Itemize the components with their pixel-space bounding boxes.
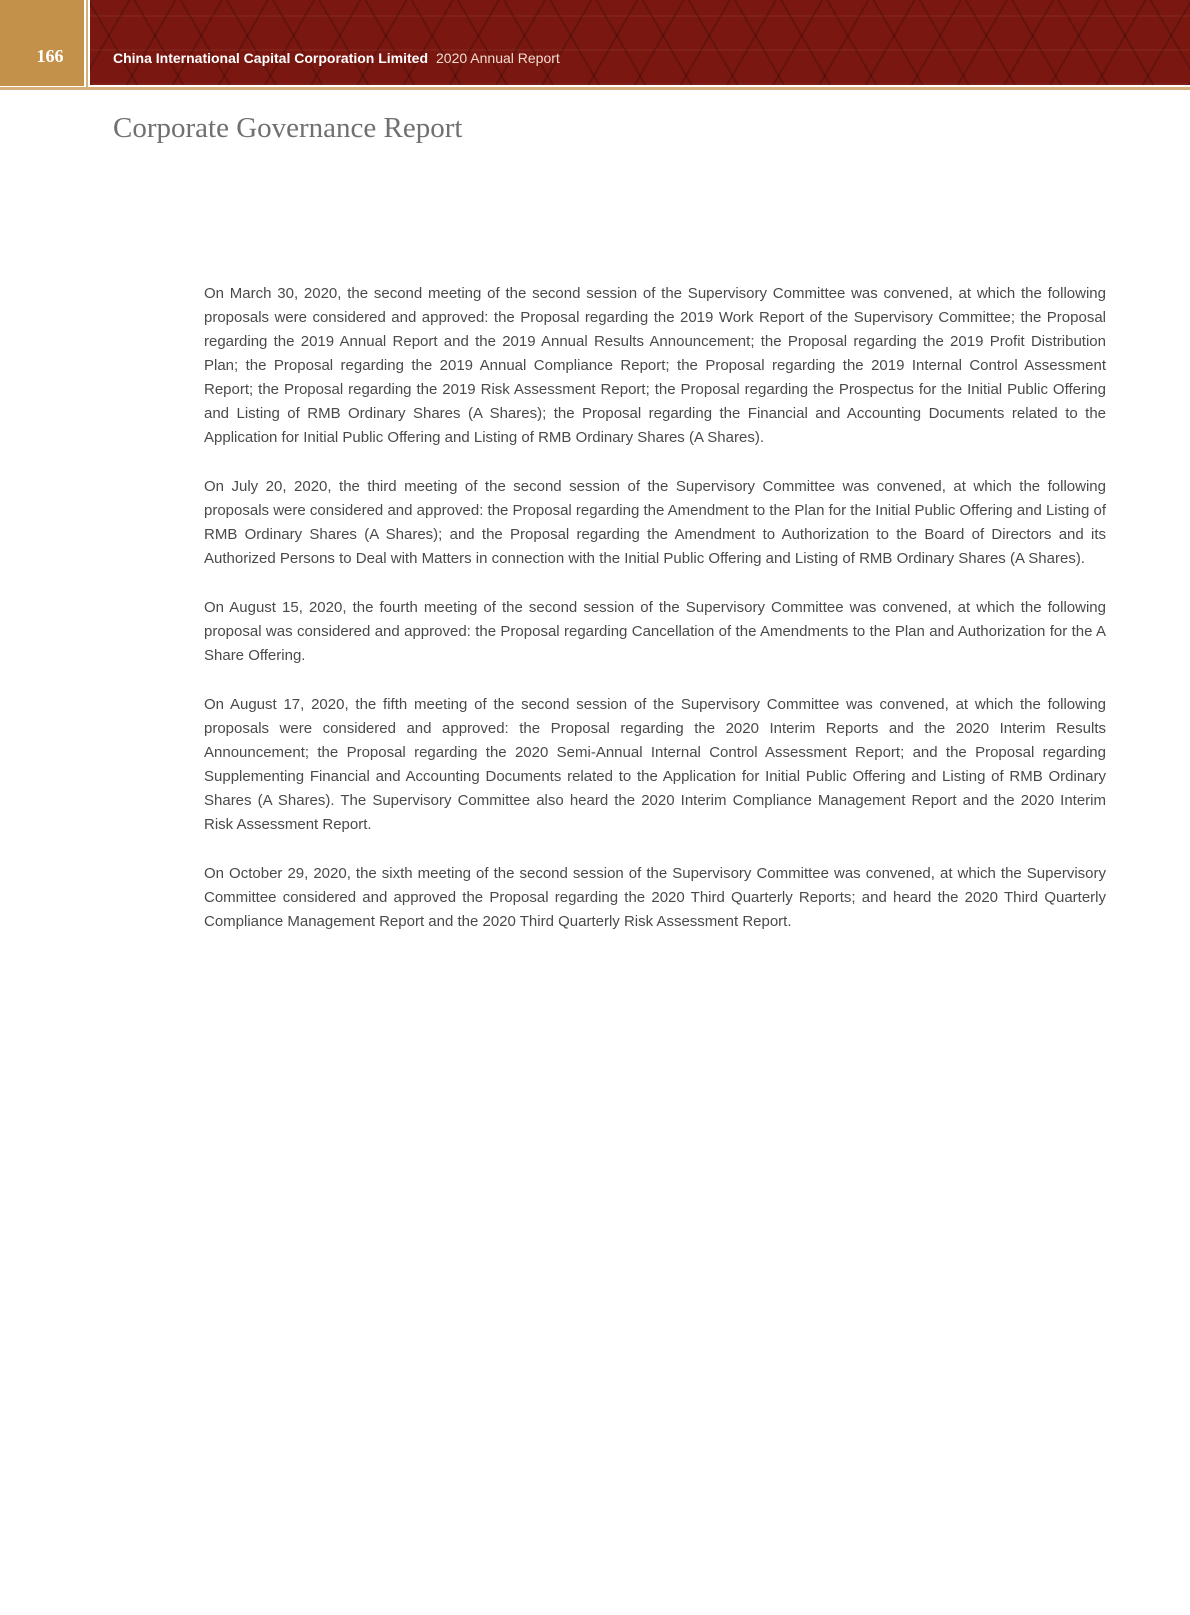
header-divider (86, 0, 88, 88)
header-banner (90, 0, 1190, 85)
header-title (113, 50, 560, 66)
company-name: China International Capital Corporation Limited (113, 50, 429, 66)
section-title: Corporate Governance Report (113, 112, 463, 144)
body-text (204, 282, 1106, 959)
page-number-box (0, 0, 84, 86)
paragraph-august-15: On August 15, 2020, the fourth meeting of the second session of the Supervisory Committee was convened, at which the following proposal was considered and approved: the Proposal regarding Cancellation of the Amendments to the Plan and Authorization for the A Share Offering. (204, 599, 1106, 664)
page-number: 166 (36, 46, 64, 66)
report-name: 2020 Annual Report (436, 50, 560, 66)
header-rule (0, 87, 1190, 90)
paragraph-march-30: On March 30, 2020, the second meeting of the second session of the Supervisory Committee was convened, at which the following proposals were considered and approved: the Proposal regarding the 2019 Work Report of the Supervisory Committee; the Proposal regarding the 2019 Annual Report and the 2019 Annual Results Announcement; the Proposal regarding the 2019 Profit Distribution Plan; the Proposal regarding the 2019 Annual Compliance Report; the Proposal regarding the 2019 Internal Control Assessment Report; the Proposal regarding the 2019 Risk Assessment Report; the Proposal regarding the Prospectus for the Initial Public Offering and Listing of RMB Ordinary Shares (A Shares); the Proposal regarding the Financial and Accounting Documents related to the Application for Initial Public Offering and Listing of RMB Ordinary Shares (A Shares). (204, 285, 1106, 446)
paragraph-july-20: On July 20, 2020, the third meeting of the second session of the Supervisory Committee was convened, at which the following proposals were considered and approved: the Proposal regarding the Amendment to the Plan for the Initial Public Offering and Listing of RMB Ordinary Shares (A Shares); and the Proposal regarding the Amendment to Authorization to the Board of Directors and its Authorized Persons to Deal with Matters in connection with the Initial Public Offering and Listing of RMB Ordinary Shares (A Shares). (204, 478, 1106, 567)
paragraph-october-29: On October 29, 2020, the sixth meeting of the second session of the Supervisory Committee was convened, at which the Supervisory Committee considered and approved the Proposal regarding the 2020 Third Quarterly Reports; and heard the 2020 Third Quarterly Compliance Management Report and the 2020 Third Quarterly Risk Assessment Report. (204, 865, 1106, 930)
paragraph-august-17: On August 17, 2020, the fifth meeting of the second session of the Supervisory Committee was convened, at which the following proposals were considered and approved: the Proposal regarding the 2020 Interim Reports and the 2020 Interim Results Announcement; the Proposal regarding the 2020 Semi-Annual Internal Control Assessment Report; and the Proposal regarding Supplementing Financial and Accounting Documents related to the Application for Initial Public Offering and Listing of RMB Ordinary Shares (A Shares). The Supervisory Committee also heard the 2020 Interim Compliance Management Report and the 2020 Interim Risk Assessment Report. (204, 696, 1106, 833)
